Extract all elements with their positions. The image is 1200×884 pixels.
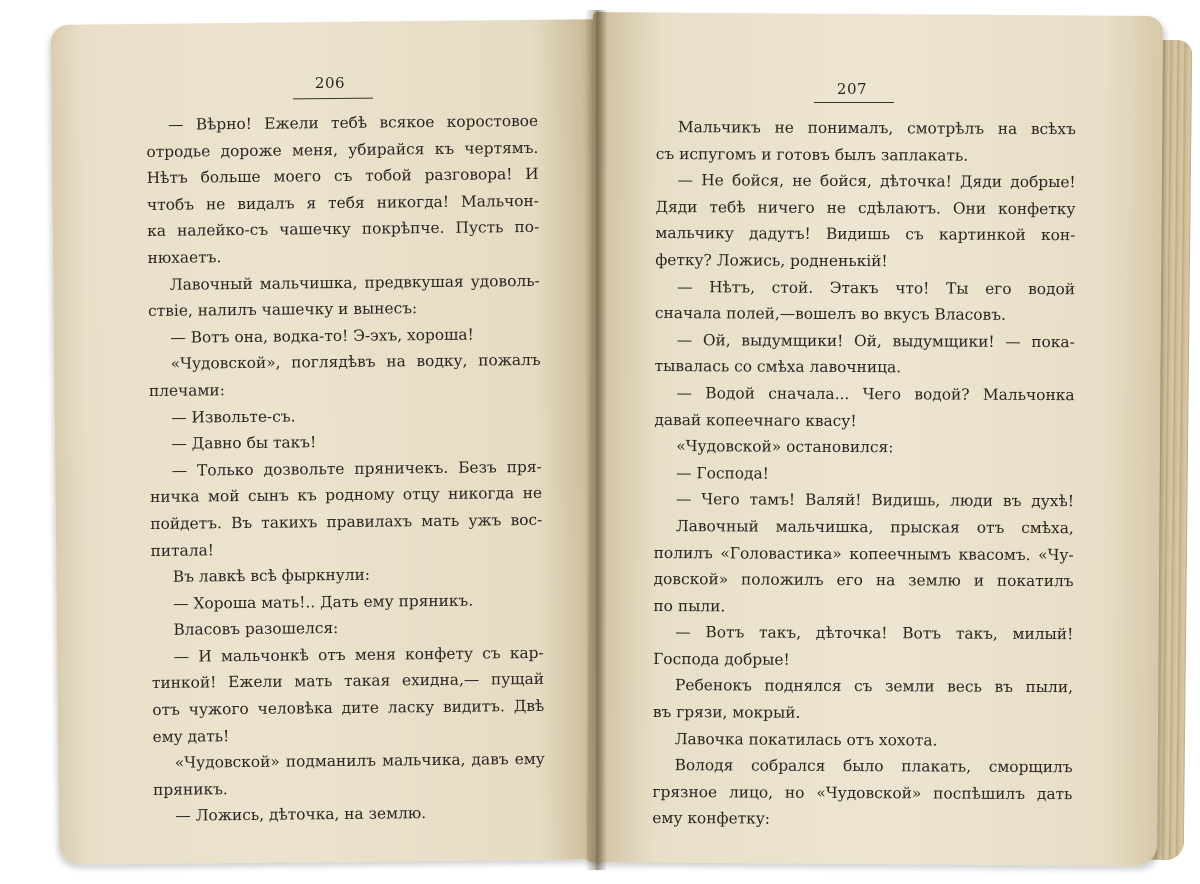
text-line: Въ лавкѣ всѣ фыркнули: [172, 565, 371, 586]
text-line: плечами: [148, 381, 225, 400]
text-line: Дяди тебѣ ничего не сдѣлаютъ. Они конфетку [655, 197, 1076, 218]
text-line: нюхаетъ. [147, 248, 222, 267]
text-line: фетку? Ложись, родненькій! [655, 250, 888, 271]
text-line: — Водой сначала... Чего водой? Мальчонка [676, 384, 1075, 405]
text-line: сначала полей,—вошелъ во вкусъ Власовъ. [654, 304, 1006, 324]
text-line: — Извольте-съ. [171, 406, 296, 427]
text-line: ствіе, налилъ чашечку и вынесъ: [147, 299, 418, 321]
text-line: чтобъ не видалъ я тебя никогда! Мальчон- [146, 191, 540, 214]
left-page-text [146, 108, 545, 830]
text-line: пряникъ. [153, 780, 228, 799]
text-line: давай копеечнаго квасу! [654, 410, 857, 430]
text-line: Мальчикъ не понималъ, смотрѣлъ на всѣхъ [677, 118, 1076, 139]
left-page-number: 206 [314, 74, 346, 92]
right-page-number: 207 [836, 80, 868, 98]
text-line: — Ложись, дѣточка, на землю. [175, 804, 427, 826]
text-line: — Вотъ такъ, дѣточка! Вотъ такъ, милый! [675, 623, 1074, 644]
text-line: по пыли. [653, 596, 726, 616]
text-line: — Не бойся, не бойся, дѣточка! Дяди добрые! [677, 171, 1076, 192]
text-line: Лавочка покатилась отъ хохота. [674, 729, 938, 750]
text-line: — Только дозвольте пряничекъ. Безъ пря- [171, 457, 542, 480]
text-line: полилъ «Головастика» копеечнымъ квасомъ. «Чу- [653, 543, 1074, 564]
text-line: Господа добрые! [653, 649, 790, 669]
text-line: — Давно бы такъ! [171, 433, 317, 453]
text-line: — И мальчонкѣ отъ меня конфету съ кар- [173, 643, 544, 666]
right-page-number-rule [814, 102, 894, 103]
text-line: съ испугомъ и готовъ былъ заплакать. [655, 144, 969, 165]
text-line: «Чудовской», поглядѣвъ на водку, пожалъ [170, 351, 541, 374]
text-line: — Нѣтъ, стой. Этакъ что! Ты его водой [677, 277, 1076, 298]
text-line: отъ чужого человѣка дите ласку видитъ. Двѣ [152, 696, 545, 720]
text-line: отродье дороже меня, убирайся къ чертямъ. [146, 138, 539, 161]
text-line: питала! [150, 540, 215, 560]
text-line: Володя собрался было плакать, сморщилъ [674, 756, 1073, 777]
text-line: мальчику дадутъ! Видишь съ картинкой кон- [655, 224, 1076, 245]
text-line: ка налейко-съ чашечку покрѣпче. Пусть по- [147, 218, 540, 241]
text-line: Власовъ разошелся: [173, 619, 339, 640]
text-line: Лавочный мальчишка, предвкушая удоволь- [169, 271, 540, 294]
text-line: — Чего тамъ! Валяй! Видишь, люди въ духѣ! [675, 490, 1075, 511]
text-line: — Хороша мать!.. Дать ему пряникъ. [173, 591, 474, 613]
text-line: въ грязи, мокрый. [652, 703, 801, 722]
text-line: Нѣтъ больше моего съ тобой разговора! И [146, 165, 539, 188]
text-line: — Господа! [676, 463, 769, 483]
text-line: пойдетъ. Въ такихъ правилахъ мать ужъ вос- [150, 510, 543, 533]
text-line: «Чудовской» остановился: [676, 437, 894, 457]
text-line: ему дать! [152, 726, 230, 746]
text-line: тывалась со смѣха лавочница. [654, 357, 902, 377]
text-line: ничка мой сынъ къ родному отцу никогда не [149, 484, 543, 507]
text-line: тинкой! Ежели мать такая ехидна,— пущай [151, 670, 545, 693]
text-line: «Чудовской» подманилъ мальчика, давъ ему [174, 750, 545, 772]
text-line: довской» положилъ его на землю и покатилъ [653, 570, 1074, 591]
text-line: Лавочный мальчишка, прыская отъ смѣха, [675, 517, 1074, 538]
text-line: — Вотъ она, водка-то! Э-эхъ, хороша! [170, 325, 474, 347]
text-line: — Ой, выдумщики! Ой, выдумщики! — пока- [676, 330, 1075, 351]
right-page-text [652, 114, 1076, 834]
text-line: грязное лицо, но «Чудовской» поспѣшилъ дать [652, 782, 1073, 804]
text-line: Ребенокъ поднялся съ земли весь въ пыли, [674, 676, 1074, 697]
text-line: ему конфетку: [652, 809, 771, 829]
text-line: — Вѣрно! Ежели тебѣ всякое коростовое [168, 111, 539, 134]
book-gutter [585, 10, 607, 870]
